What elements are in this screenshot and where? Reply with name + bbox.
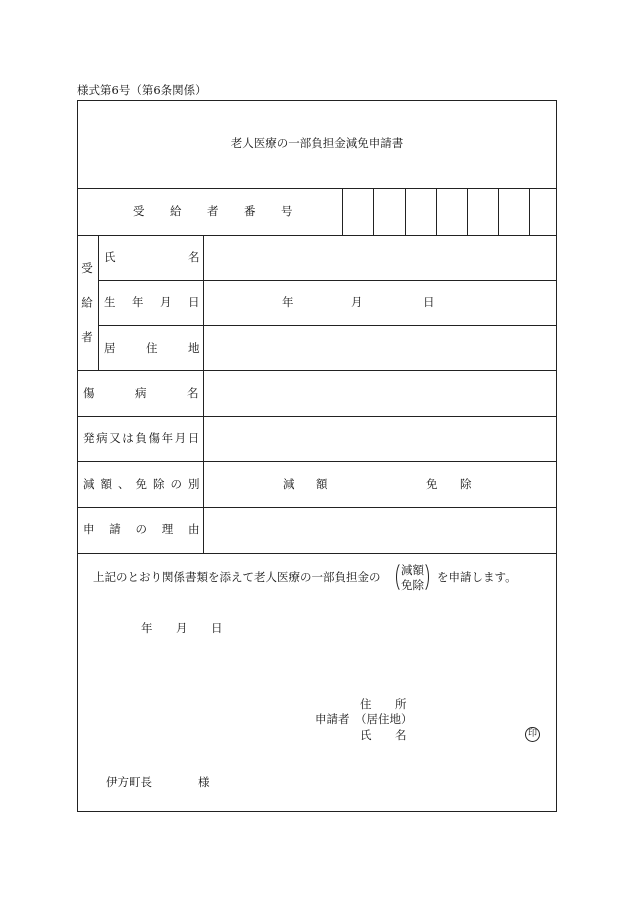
birthdate-day-unit: 日 (423, 295, 435, 309)
declaration-text: 上記のとおり関係書類を添えて老人医療の一部負担金の (93, 570, 381, 584)
seal-mark (525, 727, 540, 742)
exemption-option: 免除 (426, 477, 494, 491)
recipient-number-digit-cell (529, 188, 557, 235)
recipient-number-digit-cell (498, 188, 529, 235)
applicant-name-label: 氏名 (360, 728, 430, 742)
birthdate-month-unit: 月 (351, 295, 363, 309)
addressee-honorific: 様 (198, 775, 210, 789)
reduction-exemption-choice (396, 561, 429, 593)
row-divider (98, 280, 557, 281)
onset-date-label: 発病又は負傷年月日 (83, 431, 201, 445)
row-divider (77, 553, 557, 554)
recipient-number-digit-cell (467, 188, 498, 235)
illness-label: 傷病名 (83, 386, 239, 400)
illness-field (203, 370, 557, 416)
onset-date-field (203, 416, 557, 461)
applicant-address-label: 住所 (360, 697, 430, 711)
applicant-residence-label: （居住地） (355, 712, 413, 726)
recipient-number-digit-cell (436, 188, 467, 235)
row-divider (77, 461, 557, 462)
application-day-unit: 日 (211, 621, 223, 635)
seal-icon: 印 (527, 729, 537, 739)
recipient-name-label: 氏名 (104, 250, 272, 264)
recipient-group-label: 受給者 (80, 262, 94, 366)
addressee-name: 伊方町長 (106, 775, 152, 789)
application-year-unit: 年 (141, 621, 153, 635)
reduction-type-label: 減額、免除の別 (83, 477, 206, 491)
column-divider (98, 235, 99, 370)
recipient-number-digit-cell (373, 188, 405, 235)
reason-field (203, 507, 557, 553)
declaration-text-end: を申請します。 (437, 570, 517, 584)
choice-exemption: 免除 (401, 578, 424, 592)
recipient-number-label: 受給者番号 (133, 204, 318, 218)
choice-reduction: 減額 (401, 563, 424, 577)
reduction-option: 減額 (283, 477, 349, 491)
recipient-address-label: 居住地 (104, 341, 230, 355)
form-title: 老人医療の一部負担金減免申請書 (230, 136, 404, 150)
recipient-name-field (203, 235, 557, 280)
application-month-unit: 月 (176, 621, 188, 635)
recipient-number-digit-cell (342, 188, 373, 235)
recipient-number-digit-cell (405, 188, 436, 235)
form-number: 様式第6号（第6条関係） (77, 83, 207, 97)
recipient-address-field (203, 325, 557, 370)
birthdate-year-unit: 年 (282, 295, 294, 309)
applicant-label: 申請者 (315, 712, 350, 726)
birthdate-label: 生年月日 (104, 295, 216, 309)
reason-label: 申請の理由 (83, 522, 215, 536)
